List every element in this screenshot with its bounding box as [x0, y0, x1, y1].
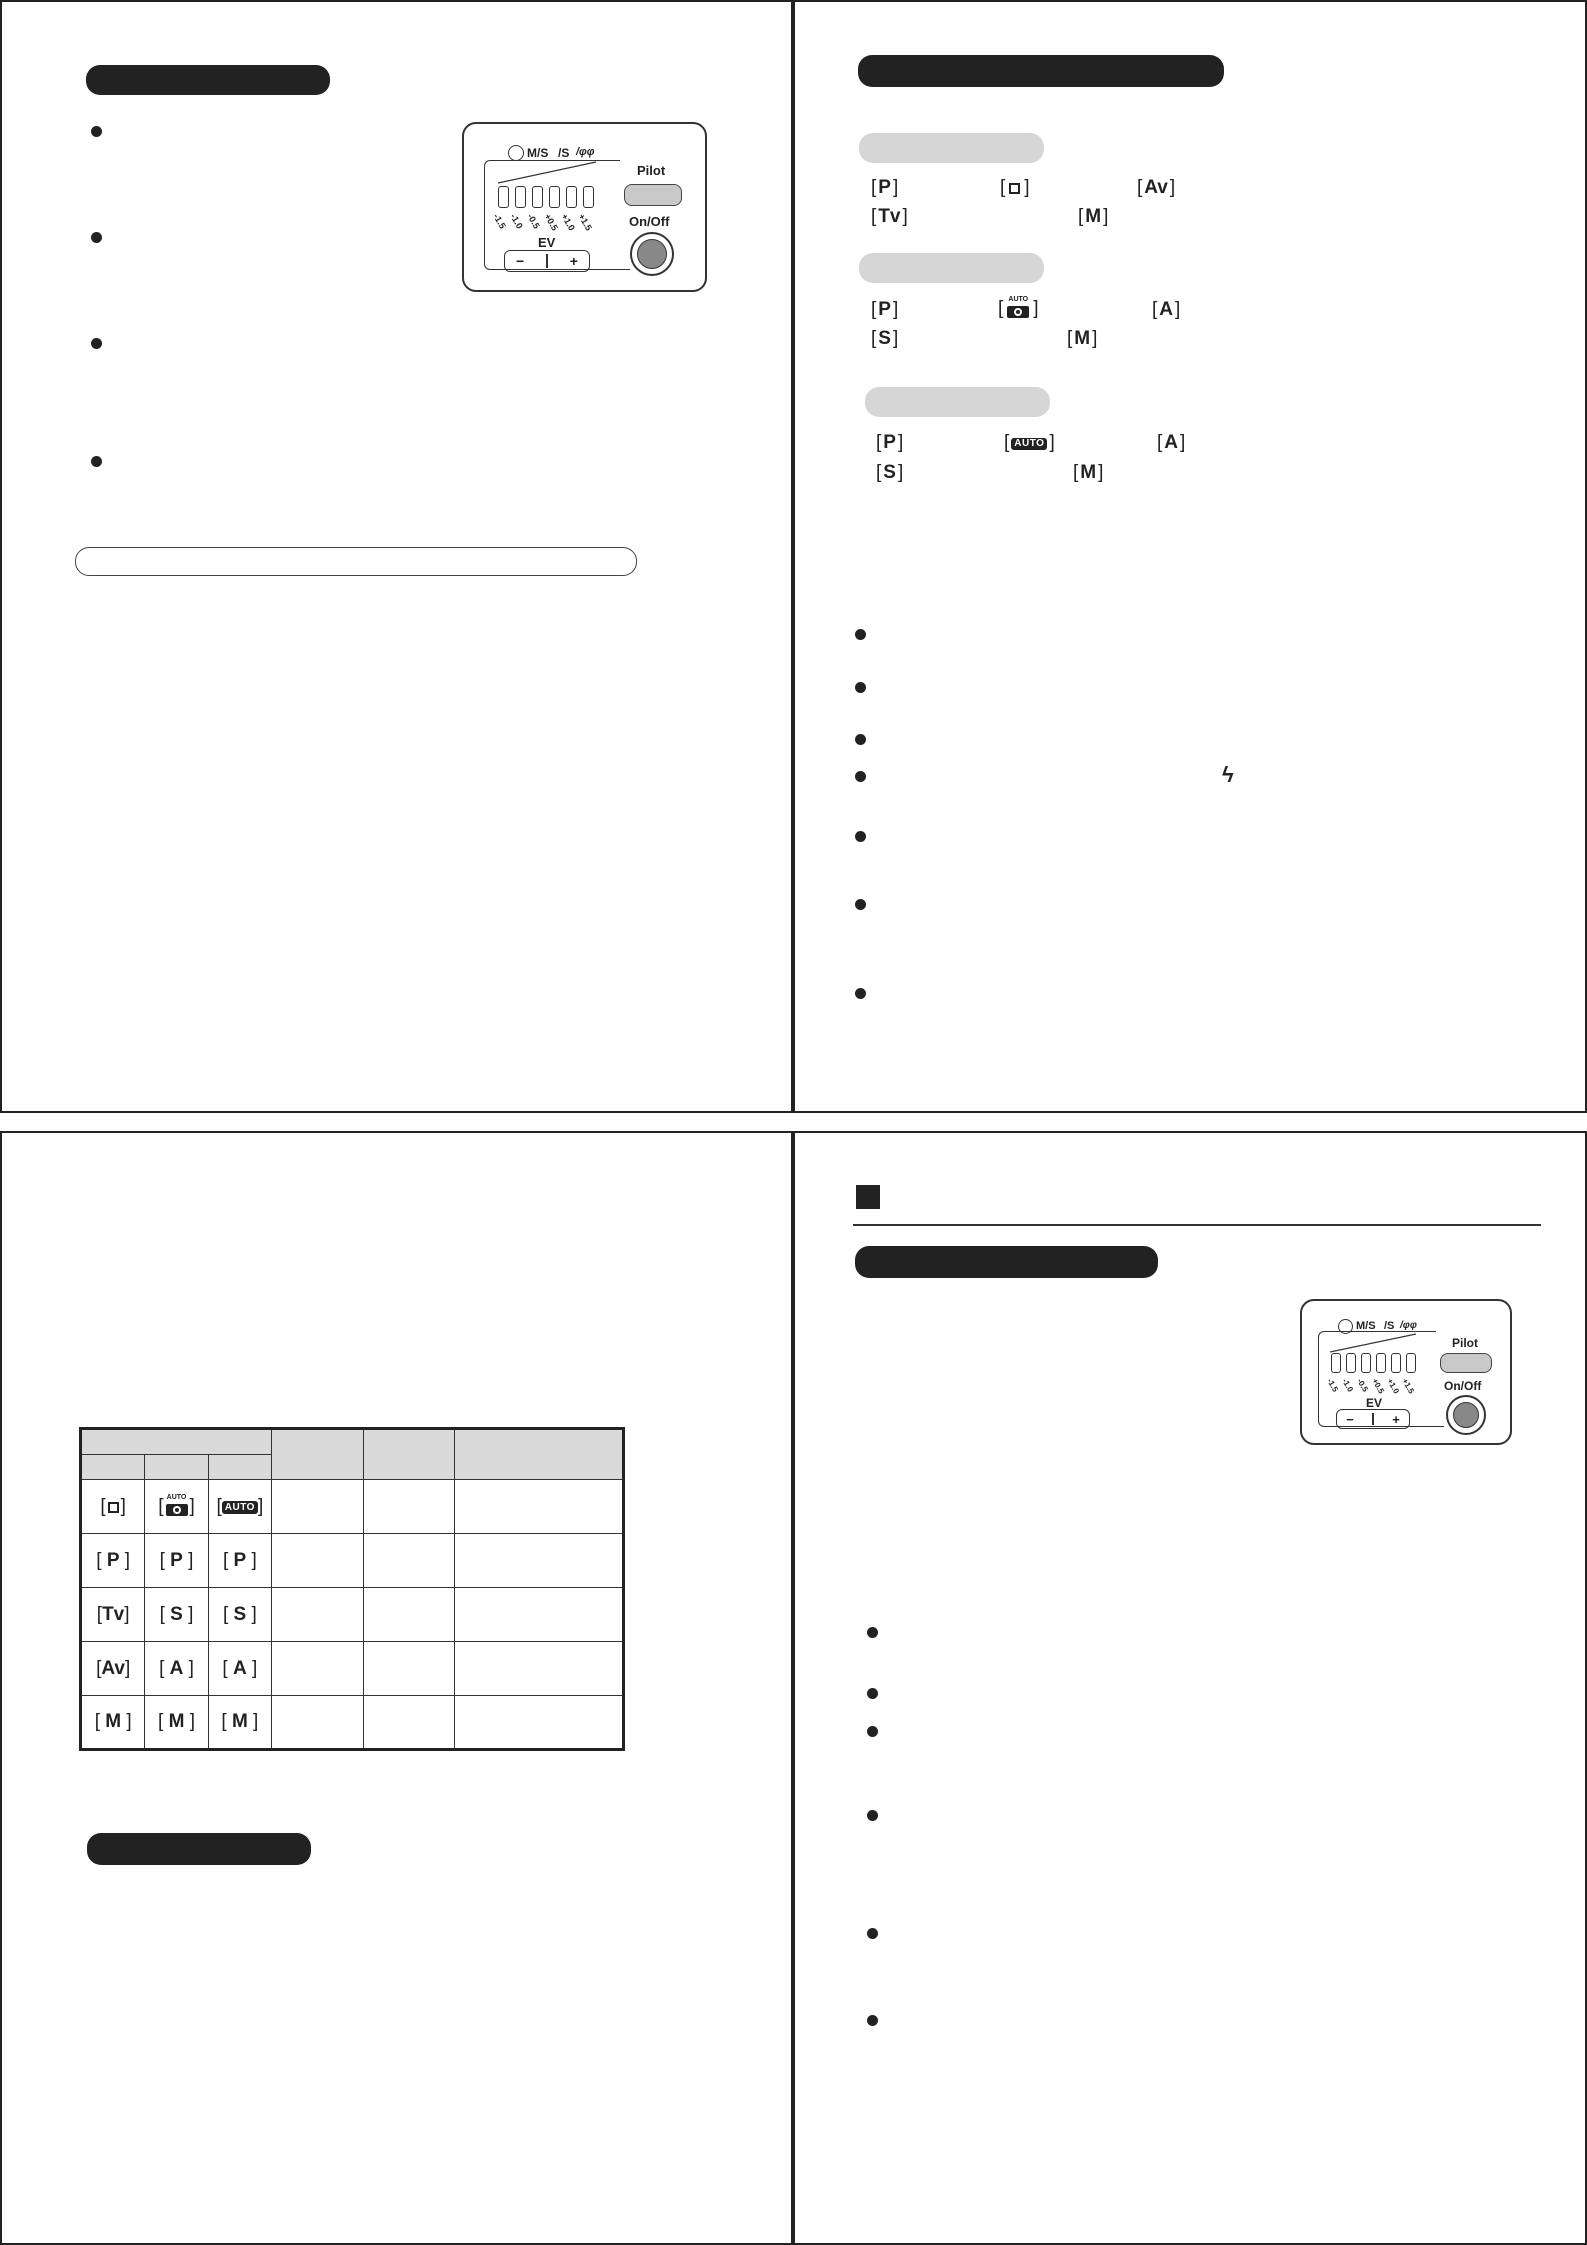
mode-square: [ ]: [1000, 177, 1030, 198]
table-cell: [455, 1642, 624, 1696]
auto-badge-icon: AUTO: [1011, 438, 1047, 450]
table-cell: [Av]: [81, 1642, 145, 1696]
table-cell: [455, 1480, 624, 1534]
camera-brand-bar: [859, 133, 1044, 163]
mode-p: [ P ]: [871, 299, 899, 320]
mode-a: [ A ]: [1152, 299, 1181, 320]
pilot-label: Pilot: [1452, 1336, 1478, 1350]
table-cell: [272, 1642, 364, 1696]
ev-minus-button[interactable]: −: [516, 253, 525, 269]
ev-plus-button[interactable]: +: [569, 253, 578, 269]
onoff-label: On/Off: [629, 214, 670, 229]
ev-led: [1361, 1353, 1371, 1373]
mode-auto: [ AUTO ]: [1004, 432, 1055, 453]
table-cell: [ S ]: [208, 1588, 271, 1642]
page-top-right: [793, 0, 1587, 1113]
table-cell: [ AUTO ]: [208, 1480, 271, 1534]
table-cell: [ P ]: [81, 1534, 145, 1588]
table-row: [81, 1696, 624, 1750]
section-heading-bar: [87, 1833, 311, 1865]
table-cell: [ ]: [81, 1480, 145, 1534]
table-cell: [272, 1696, 364, 1750]
ev-led: [532, 186, 543, 208]
ev-led: [1346, 1353, 1356, 1373]
table-header-cell: [81, 1429, 272, 1455]
ev-led: [1406, 1353, 1416, 1373]
ev-tick: +1.0: [1385, 1377, 1401, 1396]
chapter-rule: [853, 1224, 1541, 1226]
ev-tick: -0.5: [525, 212, 542, 231]
bullet: [855, 682, 866, 693]
ev-minus-button[interactable]: −: [1346, 1411, 1354, 1427]
table-cell: [363, 1642, 455, 1696]
page-top-left: [0, 0, 793, 1113]
ev-tick: +1.5: [576, 212, 594, 233]
square-icon: [108, 1502, 119, 1513]
mode-label-s: /S: [558, 146, 570, 160]
table-cell: [ P ]: [208, 1534, 271, 1588]
mode-a: [ A ]: [1157, 432, 1186, 453]
ev-tick: +0.5: [542, 212, 560, 233]
mode-s: [ S ]: [871, 328, 899, 349]
power-button[interactable]: [1446, 1395, 1486, 1435]
flash-control-panel: [1300, 1299, 1512, 1445]
mode-m: [ M ]: [1078, 206, 1109, 227]
bullet: [91, 126, 102, 137]
ev-divider: [1372, 1413, 1374, 1425]
onoff-label: On/Off: [1444, 1379, 1482, 1393]
ev-led: [566, 186, 577, 208]
mode-m: [ M ]: [1067, 328, 1098, 349]
table-cell: [363, 1588, 455, 1642]
ev-adjust-buttons[interactable]: [504, 250, 590, 272]
ev-led: [549, 186, 560, 208]
table-cell: [ P ]: [145, 1534, 208, 1588]
ev-tick: -1.0: [508, 212, 525, 231]
mode-label-ms: M/S: [527, 146, 549, 160]
pilot-button[interactable]: [624, 184, 682, 206]
table-cell: [ A ]: [208, 1642, 271, 1696]
table-cell: [363, 1696, 455, 1750]
table-header-cell: [455, 1429, 624, 1480]
ev-tick: +1.5: [1400, 1377, 1416, 1396]
table-row: [81, 1588, 624, 1642]
ev-divider: [546, 254, 548, 268]
bullet: [867, 1928, 878, 1939]
table-header-cell: [363, 1429, 455, 1480]
auto-camera-icon: AUTO: [166, 1496, 188, 1516]
section-heading-bar: [858, 55, 1224, 87]
table-cell: [363, 1480, 455, 1534]
ev-tick: -1.5: [491, 212, 508, 231]
table-subheader-cell: [145, 1455, 208, 1480]
ev-led: [498, 186, 509, 208]
ev-led: [1331, 1353, 1341, 1373]
auto-camera-icon: AUTO: [1007, 298, 1029, 318]
ev-adjust-buttons[interactable]: [1336, 1409, 1410, 1429]
ev-led: [515, 186, 526, 208]
bullet: [867, 1810, 878, 1821]
table-cell: [ AUTO ]: [145, 1480, 208, 1534]
table-cell: [ S ]: [145, 1588, 208, 1642]
camera-brand-bar: [865, 387, 1050, 417]
section-heading-bar: [86, 65, 330, 95]
bullet: [867, 1627, 878, 1638]
table-cell: [272, 1480, 364, 1534]
ev-led: [583, 186, 594, 208]
bullet: [855, 831, 866, 842]
mode-label-ss: /φφ: [576, 146, 595, 158]
page-bottom-right: [793, 1131, 1587, 2245]
table-subheader-cell: [81, 1455, 145, 1480]
table-cell: [363, 1534, 455, 1588]
bullet: [867, 1688, 878, 1699]
note-box-bar: [75, 547, 637, 576]
pilot-label: Pilot: [637, 163, 666, 178]
table-cell: [ M ]: [208, 1696, 271, 1750]
table-row: [81, 1480, 624, 1534]
camera-brand-bar: [859, 253, 1044, 283]
mode-s: [ S ]: [876, 462, 904, 483]
bullet: [855, 899, 866, 910]
chapter-marker-icon: [856, 1185, 880, 1209]
table-cell: [ A ]: [145, 1642, 208, 1696]
ev-tick: -0.5: [1355, 1377, 1370, 1394]
mode-label-s: /S: [1384, 1320, 1395, 1332]
section-heading-bar: [855, 1246, 1158, 1278]
table-cell: [455, 1696, 624, 1750]
bullet: [867, 2015, 878, 2026]
page-bottom-left: [0, 1131, 793, 2245]
mode-av: [ Av ]: [1137, 177, 1176, 198]
auto-badge-icon: AUTO: [222, 1501, 258, 1514]
table-cell: [Tv]: [81, 1588, 145, 1642]
mode-compatibility-table: [79, 1427, 625, 1751]
bullet: [855, 629, 866, 640]
flash-control-panel: [462, 122, 707, 292]
ev-label: EV: [538, 235, 556, 250]
mode-p: [ P ]: [871, 177, 899, 198]
table-cell: [272, 1588, 364, 1642]
table-cell: [ M ]: [81, 1696, 145, 1750]
mode-camera-auto: [ AUTO ]: [998, 296, 1039, 319]
table-cell: [272, 1534, 364, 1588]
table-cell: [455, 1588, 624, 1642]
bullet: [855, 771, 866, 782]
bullet: [855, 988, 866, 999]
table-row: [81, 1642, 624, 1696]
ev-tick: -1.5: [1325, 1377, 1340, 1394]
table-header-cell: [272, 1429, 364, 1480]
table-cell: [ M ]: [145, 1696, 208, 1750]
power-button[interactable]: [630, 232, 674, 276]
bullet: [91, 232, 102, 243]
ev-label: EV: [1366, 1396, 1383, 1410]
bullet: [867, 1726, 878, 1737]
ev-led: [1391, 1353, 1401, 1373]
mode-m: [ M ]: [1073, 462, 1104, 483]
mode-label-ms: M/S: [1356, 1320, 1376, 1332]
table-cell: [455, 1534, 624, 1588]
mode-tv: [ Tv ]: [871, 206, 908, 227]
pilot-button[interactable]: [1440, 1353, 1492, 1373]
bullet: [91, 338, 102, 349]
ev-tick: -1.0: [1340, 1377, 1355, 1394]
ev-plus-button[interactable]: +: [1392, 1411, 1400, 1427]
table-header-row: [81, 1429, 624, 1455]
flash-icon: ϟ: [1222, 762, 1234, 787]
table-subheader-cell: [208, 1455, 271, 1480]
square-icon: [1009, 183, 1020, 194]
ev-tick: +0.5: [1370, 1377, 1386, 1396]
mode-p: [ P ]: [876, 432, 904, 453]
bullet: [855, 734, 866, 745]
ev-tick: +1.0: [559, 212, 577, 233]
bullet: [91, 456, 102, 467]
mode-label-ss: /φφ: [1400, 1320, 1417, 1331]
table-row: [81, 1534, 624, 1588]
ev-led: [1376, 1353, 1386, 1373]
